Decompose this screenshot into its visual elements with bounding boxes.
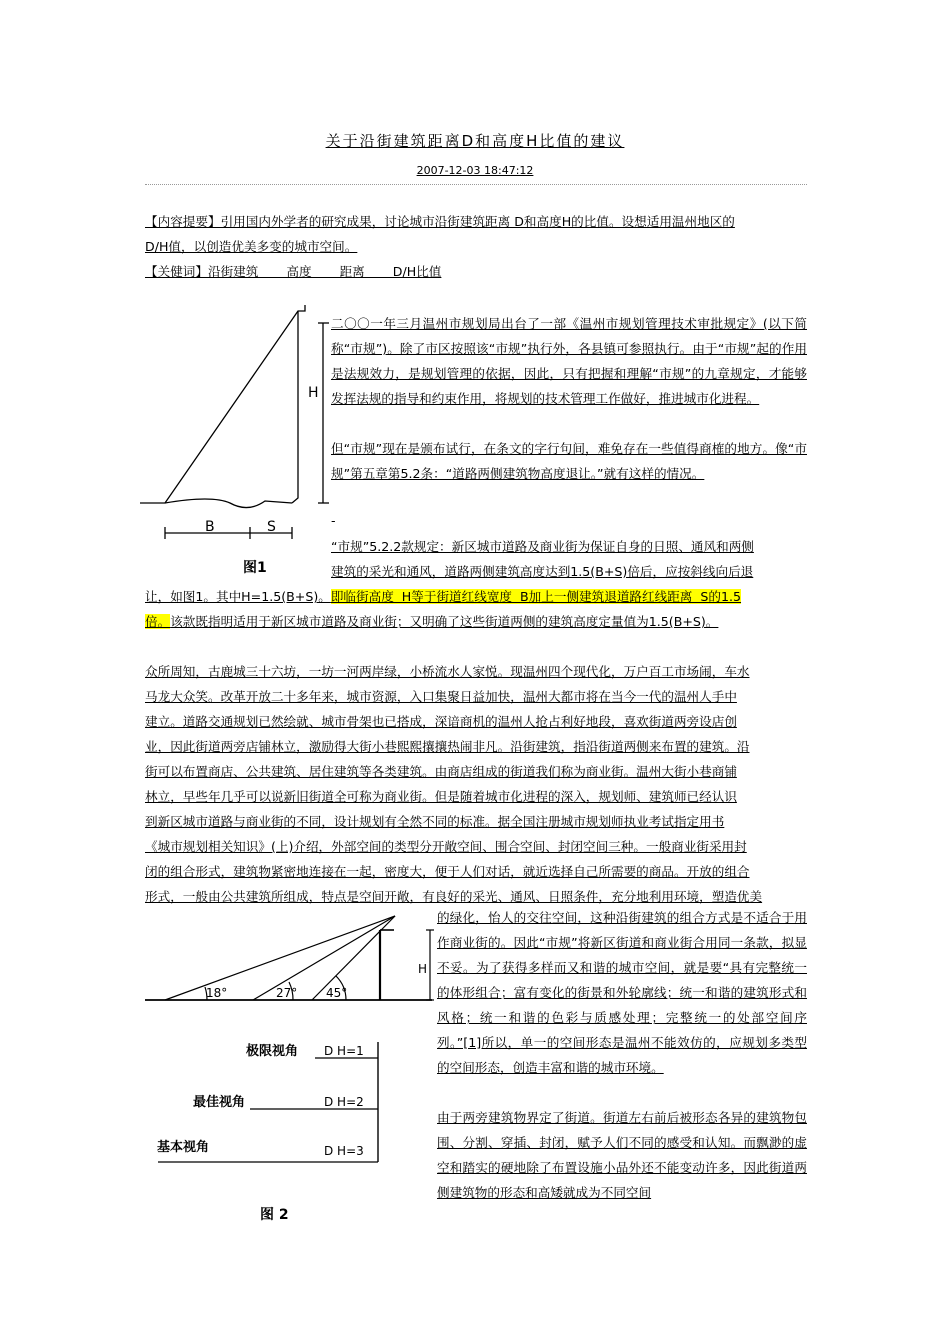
- fig2-label-h: H: [418, 962, 428, 976]
- paragraph-intro: 二〇〇一年三月温州市规划局出台了一部《温州市规划管理技术审批规定》(以下简称“市规”)。除了市区按照该“市规”执行外，各县镇可参照执行。由于“市规”起的作用是法规效力，是规划管理的依据，因此，只有把握和理解“市规”的九章规定，才能够发挥法规的指导和约束作用，将规划的技术管理工作做好，推进城市化进程。: [331, 316, 807, 406]
- fig1-label-s: S: [267, 519, 276, 535]
- paragraph-open-space: 的绿化，怡人的交往空间，这种沿街建筑的组合方式是不适合于用作商业街的。因此“市规”将新区街道和商业街合用同一条款，拟显不妥。为了获得多样而又和谐的城市空间，就是要“具有完整统一的体形组合；富有变化的街景和外轮廓线；统一和谐的建筑形式和风格；统一和谐的色彩与质感处理；完整统一的处部空间序列。”[1]所以，单一的空间形态是温州不能效仿的，应规划多类型的空间形态，创造丰富和谐的城市环境。: [437, 910, 807, 1075]
- clause-text: 让，如图1。其中H=1.5(B+S)。: [145, 589, 331, 604]
- clause-line-2: 建筑的采光和通风，道路两侧建筑高度达到1.5(B+S)倍后，应按斜线向后退: [331, 564, 754, 579]
- figure-1: [140, 305, 335, 585]
- body-line: 业，因此街道两旁店铺林立，激励得大街小巷熙熙攘攘热闹非凡。沿街建筑，指沿街道两侧来布置的建筑。沿: [145, 739, 750, 754]
- clause-line-1: “市规”5.2.2款规定：新区城市道路及商业街为保证自身的日照、通风和两侧: [331, 539, 754, 554]
- clause-line-4: [145, 611, 718, 630]
- fig1-building-wall: [292, 311, 298, 503]
- highlighted-text: 倍。: [145, 614, 171, 629]
- fig2-caption: 图 2: [260, 1207, 289, 1223]
- keywords-line: 【关健词】沿街建筑 高度 距离 D/H比值: [145, 264, 442, 279]
- fig1-label-b: B: [205, 519, 215, 535]
- fig2-row-ratio: D H=2: [324, 1095, 364, 1109]
- clause-text: 该款既指明适用于新区城市道路及商业街；又明确了这些街道两侧的建筑高度定量值为1.5(B+S)。: [170, 614, 719, 629]
- body-line: 建立。道路交通规划已然绘就、城市骨架也已搭成，深谙商机的温州人抢占利好地段，喜欢街道两旁设店创: [145, 714, 737, 729]
- clause-line-3: [145, 586, 741, 605]
- fig2-angle-label: 18°: [206, 986, 228, 1000]
- fig1-building-outline: [140, 305, 305, 503]
- body-line: 闭的组合形式，建筑物紧密地连接在一起，密度大，便于人们对话，就近选择自己所需要的商品。开放的组合: [145, 864, 750, 879]
- page-title: 关于沿街建筑距离D和高度H比值的建议: [325, 132, 625, 150]
- body-line: 众所周知，古鹿城三十六坊，一坊一河两岸绿，小桥流水人家悦。现温州四个现代化，万户百工市场闹，车水: [145, 664, 750, 679]
- body-line: 马龙大众笑。改革开放二十多年来，城市资源，入口集聚日益加快，温州大都市将在当今一代的温州人手中: [145, 689, 737, 704]
- summary-line-1: 【内容提要】引用国内外学者的研究成果，讨论城市沿街建筑距离 D和高度H的比值。设想适用温州地区的: [145, 214, 735, 229]
- body-line: 形式，一般由公共建筑所组成，特点是空间开敞，有良好的采光、通风、日照条件，充分地利用环境，塑造优美: [145, 889, 763, 904]
- body-line: 《城市规划相关知识》(上)介绍，外部空间的类型分开敞空间、围合空间、封闭空间三种。一般商业街采用封: [145, 839, 747, 854]
- fig2-row-label: 极限视角: [246, 1044, 299, 1059]
- body-line: 林立，早些年几乎可以说新旧街道全可称为商业街。但是随着城市化进程的深入，规划师、建筑师已经认识: [145, 789, 737, 804]
- post-date: 2007-12-03 18:47:12: [416, 164, 534, 177]
- fig1-label-h: H: [308, 385, 319, 401]
- header-divider: [145, 184, 807, 185]
- figure-2: [140, 912, 440, 1227]
- body-line: 到新区城市道路与商业街的不同，设计规划有全然不同的标准。据全国注册城市规划师执业考试指定用书: [145, 814, 725, 829]
- body-line: 街可以布置商店、公共建筑、居住建筑等各类建筑。由商店组成的街道我们称为商业街。温州大街小巷商铺: [145, 764, 737, 779]
- paragraph-street-space: 由于两旁建筑物界定了街道。街道左右前后被形态各异的建筑物包围、分割、穿插、封闭，赋予人们不同的感受和认知。而飘渺的虚空和踏实的硬地除了布置设施小品外还不能变动许多，因此街道两侧建筑物的形态和高矮就成为不同空间: [437, 1110, 807, 1200]
- fig2-angle-label: 45°: [326, 986, 348, 1000]
- fig2-row-label: 基本视角: [157, 1140, 210, 1155]
- dash-mark: -: [331, 513, 336, 528]
- fig2-row-ratio: D H=3: [324, 1144, 364, 1158]
- summary-line-2: D/H值，以创造优美多变的城市空间。: [145, 239, 358, 254]
- fig1-ground-line: [165, 499, 292, 508]
- highlighted-text: 即临街高度 H等于街道红线宽度 B加上一侧建筑退道路红线距离 S的1.5: [330, 589, 742, 604]
- fig2-row-label: 最佳视角: [193, 1095, 246, 1110]
- fig2-angle-label: 27°: [276, 986, 298, 1000]
- fig1-caption: 图1: [243, 560, 267, 576]
- fig2-row-ratio: D H=1: [324, 1044, 364, 1058]
- paragraph-regulation: 但“市规”现在是颁布试行，在条文的字行句间，难免存在一些值得商榷的地方。像“市规”第五章第5.2条：“道路两侧建筑物高度退让。”就有这样的情况。: [331, 441, 807, 481]
